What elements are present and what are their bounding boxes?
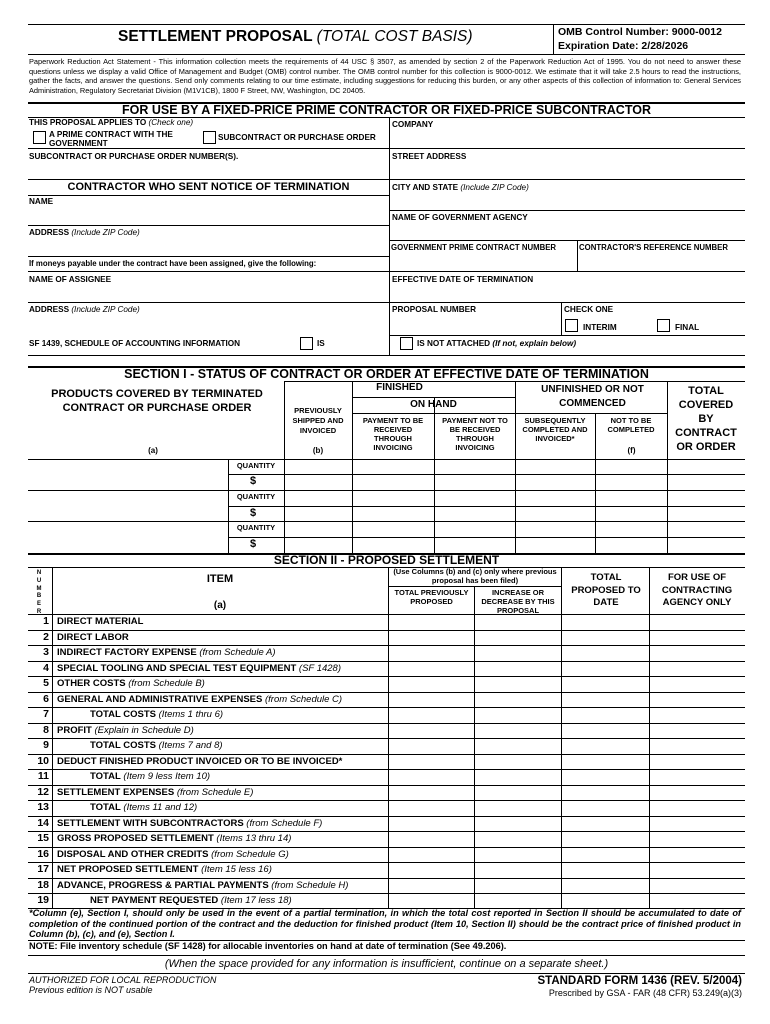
on-hand-header: ON HAND xyxy=(410,399,457,410)
row-item-label: TOTAL (Items 11 and 12) xyxy=(90,802,198,813)
col-a-label: (a) xyxy=(148,446,158,455)
row-item-label: DIRECT MATERIAL xyxy=(57,616,144,627)
row-item-label: SETTLEMENT WITH SUBCONTRACTORS (from Schedule F) xyxy=(57,817,323,829)
gov-agency-label: NAME OF GOVERNMENT AGENCY xyxy=(392,213,528,222)
number-column-header xyxy=(32,570,46,617)
pay-not-header: PAYMENT NOT TO BE RECEIVED THROUGH INVOICING xyxy=(442,416,508,452)
gov-prime-label: GOVERNMENT PRIME CONTRACT NUMBER xyxy=(391,243,557,252)
prescribed-note: Prescribed by GSA - FAR (48 CFR) 53.249(a)(3) xyxy=(548,988,742,998)
row-item-label: TOTAL (Item 9 less Item 10) xyxy=(90,771,211,782)
row-number: 16 xyxy=(37,847,49,860)
row-number: 10 xyxy=(37,754,49,767)
street-address-label: STREET ADDRESS xyxy=(392,152,467,161)
prime-contract-checkbox[interactable] xyxy=(33,131,46,144)
sf1439-not-label: IS NOT ATTACHED (If not, explain below) xyxy=(417,339,577,348)
use-heading: FOR USE BY A FIXED-PRICE PRIME CONTRACTOR OR FIXED-PRICE SUBCONTRACTOR xyxy=(122,103,651,117)
interim-label: INTERIM xyxy=(583,323,617,332)
use-columns-note: (Use Columns (b) and (c) only where previous proposal has been filed) xyxy=(393,567,557,585)
subcontract-checkbox[interactable] xyxy=(203,131,216,144)
row-number: 17 xyxy=(37,863,49,875)
total-proposed-header: TOTAL PROPOSED TO DATE xyxy=(571,572,641,608)
interim-checkbox[interactable] xyxy=(565,319,578,332)
row-number: 12 xyxy=(37,785,49,798)
final-label: FINAL xyxy=(675,323,700,332)
contractor-ref-label: CONTRACTOR'S REFERENCE NUMBER xyxy=(579,243,728,252)
for-use-header: FOR USE OF CONTRACTING AGENCY ONLY xyxy=(661,572,733,608)
total-covered-header: TOTAL COVERED BY CONTRACT OR ORDER xyxy=(675,385,737,453)
row-number: 15 xyxy=(37,832,49,844)
omb-control: OMB Control Number: 9000-0012 xyxy=(558,26,722,38)
quantity-label-2: QUANTITY xyxy=(236,492,276,501)
row-item-label: GROSS PROPOSED SETTLEMENT (Items 13 thru 14) xyxy=(57,833,292,844)
proposal-number-label: PROPOSAL NUMBER xyxy=(392,305,477,314)
row-number: 8 xyxy=(43,723,49,736)
products-header: PRODUCTS COVERED BY TERMINATED CONTRACT OR PURCHASE ORDER xyxy=(51,388,263,414)
dollar-label-2: $ xyxy=(250,507,257,519)
row-number: 5 xyxy=(43,677,49,689)
sub-numbers-label: SUBCONTRACT OR PURCHASE ORDER NUMBER(S). xyxy=(29,152,239,161)
row-item-label: DIRECT LABOR xyxy=(57,631,129,643)
title-main: SETTLEMENT PROPOSAL xyxy=(118,28,313,45)
row-item-label: NET PROPOSED SETTLEMENT (Item 15 less 16) xyxy=(57,864,272,875)
item-header: ITEM xyxy=(206,573,234,585)
row-item-label: GENERAL AND ADMINISTRATIVE EXPENSES (from Schedule C) xyxy=(57,693,343,705)
row-number: 13 xyxy=(37,801,49,813)
number-letter: R xyxy=(36,608,42,615)
final-checkbox[interactable] xyxy=(657,319,670,332)
previous-edition-note: Previous edition is NOT usable xyxy=(29,985,153,995)
moneys-assigned-label: If moneys payable under the contract have been assigned, give the following: xyxy=(29,259,317,268)
effective-date-label: EFFECTIVE DATE OF TERMINATION xyxy=(392,275,534,284)
finished-header: FINISHED xyxy=(376,382,423,393)
address2-label: ADDRESS (Include ZIP Code) xyxy=(29,305,140,314)
section1-heading: SECTION I - STATUS OF CONTRACT OR ORDER AT EFFECTIVE DATE OF TERMINATION xyxy=(124,367,649,381)
number-letter: U xyxy=(36,577,42,584)
row-number: 1 xyxy=(43,615,49,627)
quantity-label-3: QUANTITY xyxy=(236,523,276,532)
subcontract-label: SUBCONTRACT OR PURCHASE ORDER xyxy=(218,133,376,142)
number-letter: B xyxy=(36,593,42,600)
dollar-label-3: $ xyxy=(250,538,257,550)
row-item-label: SPECIAL TOOLING AND SPECIAL TEST EQUIPMENT (SF 1428) xyxy=(57,662,342,674)
address-label: ADDRESS (Include ZIP Code) xyxy=(29,228,140,237)
row-number: 6 xyxy=(43,692,49,705)
number-letter: N xyxy=(36,570,42,576)
sf1439-is-checkbox[interactable] xyxy=(300,337,313,350)
assignee-label: NAME OF ASSIGNEE xyxy=(29,275,112,284)
check-one-label: CHECK ONE xyxy=(564,305,614,314)
col-f-label: (f) xyxy=(627,446,636,455)
row-number: 19 xyxy=(37,894,49,906)
row-item-label: DEDUCT FINISHED PRODUCT INVOICED OR TO BE INVOICED* xyxy=(57,755,343,767)
row-item-label: DISPOSAL AND OTHER CREDITS (from Schedule G) xyxy=(57,848,289,860)
not-completed-header: NOT TO BE COMPLETED xyxy=(607,416,655,434)
row-item-label: OTHER COSTS (from Schedule B) xyxy=(57,678,205,689)
sf1439-label: SF 1439, SCHEDULE OF ACCOUNTING INFORMATION xyxy=(29,339,241,348)
applies-to-label: THIS PROPOSAL APPLIES TO (Check one) xyxy=(29,118,194,127)
row-number: 9 xyxy=(43,739,49,751)
row-item-label: TOTAL COSTS (Items 1 thru 6) xyxy=(90,709,224,720)
contractor-heading: CONTRACTOR WHO SENT NOTICE OF TERMINATION xyxy=(67,181,350,193)
continue-note: (When the space provided for any information is insufficient, continue on a separate sheet.) xyxy=(164,958,609,970)
name-label: NAME xyxy=(29,197,54,206)
row-item-label: PROFIT (Explain in Schedule D) xyxy=(57,724,194,736)
row-item-label: NET PAYMENT REQUESTED (Item 17 less 18) xyxy=(90,895,292,906)
total-prev-header: TOTAL PREVIOUSLY PROPOSED xyxy=(394,588,469,606)
number-letter: M xyxy=(36,585,42,592)
section2-heading: SECTION II - PROPOSED SETTLEMENT xyxy=(273,553,500,567)
col-b-label: (b) xyxy=(312,446,324,455)
row-item-label: TOTAL COSTS (Items 7 and 8) xyxy=(90,740,223,751)
sf1439-not-checkbox[interactable] xyxy=(400,337,413,350)
row-number: 7 xyxy=(43,708,49,720)
subsequently-header: SUBSEQUENTLY COMPLETED AND INVOICED* xyxy=(522,416,588,443)
number-letter: E xyxy=(36,601,41,608)
row-item-label: ADVANCE, PROGRESS & PARTIAL PAYMENTS (from Schedule H) xyxy=(57,879,349,891)
item-col-a: (a) xyxy=(213,600,227,611)
unfinished-header: UNFINISHED OR NOT COMMENCED xyxy=(541,384,644,409)
quantity-label-1: QUANTITY xyxy=(236,461,276,470)
expiration-date: Expiration Date: 2/28/2026 xyxy=(558,40,689,52)
row-number: 11 xyxy=(37,770,49,782)
paperwork-statement: Paperwork Reduction Act Statement - This information collection meets the requirements of 44 USC § 3507, as amended by section 2 of the Paperwork Reduction Act of 1995. You do not need to answer these questions unless we display a valid Office of Management and Budget (OMB) control number. The OMB control number for this collection is 9000-0012. We estimate that it will take 2.5 hours to read the instructions, gather the facts, and answer the questions. Send only comments relating to our time estimate, including suggestions for reducing this burden, or any other aspects of this collection of information to: General Services Administration, Regulatory Secretariat Division (M1V1CB), 1800 F Street, NW, Washington, DC 20405. xyxy=(29,57,741,95)
authorized-note: AUTHORIZED FOR LOCAL REPRODUCTION xyxy=(29,975,217,985)
title-sub: (TOTAL COST BASIS) xyxy=(316,28,473,45)
row-number: 14 xyxy=(37,816,49,829)
row-item-label: INDIRECT FACTORY EXPENSE (from Schedule A) xyxy=(57,647,276,658)
row-number: 2 xyxy=(43,630,49,643)
form-number: STANDARD FORM 1436 (REV. 5/2004) xyxy=(537,975,742,987)
note: NOTE: File inventory schedule (SF 1428) for allocable inventories on hand at date of termination (See 49.206). xyxy=(29,941,507,951)
dollar-label-1: $ xyxy=(250,475,257,487)
pay-received-header: PAYMENT TO BE RECEIVED THROUGH INVOICING xyxy=(362,416,424,452)
city-state-label: CITY AND STATE (Include ZIP Code) xyxy=(392,183,529,192)
company-label: COMPANY xyxy=(392,120,434,129)
inc-dec-header: INCREASE OR DECREASE BY THIS PROPOSAL xyxy=(481,588,555,615)
row-number: 3 xyxy=(43,646,49,658)
sf1439-is-label: IS xyxy=(317,339,325,348)
form-title xyxy=(118,28,473,46)
footnote: *Column (e), Section I, should only be used in the event of a partial termination, in which the total cost reported in Section II should be accumulated to date of completion of the continued portion of the contract and the deduction for finished product (Item 10, Section II) should be the contract price of finished product in Column (b), (c), and (e), Section I. xyxy=(29,908,741,939)
row-item-label: SETTLEMENT EXPENSES (from Schedule E) xyxy=(57,786,254,798)
prime-contract-label: A PRIME CONTRACT WITH THE GOVERNMENT xyxy=(49,130,173,148)
row-number: 4 xyxy=(43,661,49,674)
row-number: 18 xyxy=(37,878,49,891)
prev-shipped-header: PREVIOUSLY SHIPPED AND INVOICED xyxy=(292,406,344,435)
